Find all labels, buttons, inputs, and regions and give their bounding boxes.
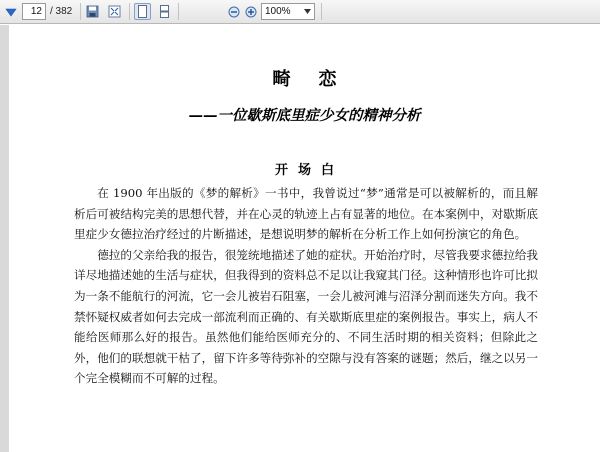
arrow-down-icon bbox=[5, 6, 17, 18]
fit-page-button[interactable] bbox=[106, 3, 123, 20]
chapter-subtitle: ——一位歇斯底里症少女的精神分析 bbox=[188, 107, 421, 124]
paragraph-2: 德拉的父亲给我的报告，很笼统地描述了她的症状。开始治疗时，尽管我要求德拉给我详尽地描述她的生活与症状，但我得到的资料总不足以让我窥其门径。这种情形也许可比拟为一条不能航行的河流，它一会儿被岩石阻塞，一会儿被河滩与沼泽分割而迷失方向。我不禁怀疑权威者如何去完成一部流利而正确的、有关歇斯底里症的案例报告。事实上，病人不能给医师那么好的报告。虽然他们能给医师充分的、不同生活时期的相关资料；但除此之外，他们的联想就干枯了，留下许多等待弥补的空隙与没有答案的谜题；然后，继之以另一个完全模糊而不可解的过程。 bbox=[74, 247, 538, 386]
fit-page-icon bbox=[108, 5, 121, 18]
section-heading: 开场白 bbox=[274, 163, 344, 178]
zoom-select[interactable] bbox=[261, 3, 315, 20]
zoom-in-icon bbox=[245, 6, 257, 18]
zoom-out-button[interactable] bbox=[226, 3, 242, 20]
pdf-toolbar bbox=[0, 0, 600, 24]
paragraph-1: 在 1900 年出版的《梦的解析》一书中，我曾说过“梦”通常是可以被解析的，而且解析后可被结构完美的思想代替，并在心灵的轨迹上占有显著的地位。在本案例中，对歇斯底里症少女德拉治疗经过的片断描述，是想说明梦的解析在分析工作上如何扮演它的角色。 bbox=[74, 186, 538, 242]
single-page-icon bbox=[137, 5, 148, 18]
continuous-view-button[interactable] bbox=[156, 3, 173, 20]
body-text bbox=[74, 183, 538, 389]
document-page bbox=[9, 25, 600, 452]
save-button[interactable] bbox=[84, 3, 101, 20]
single-page-view-button[interactable] bbox=[134, 3, 151, 20]
save-icon bbox=[86, 5, 99, 18]
chapter-title: 畸恋 bbox=[272, 69, 365, 90]
next-page-button[interactable] bbox=[3, 3, 19, 20]
zoom-in-button[interactable] bbox=[243, 3, 259, 20]
page-number-input[interactable]: 12 bbox=[22, 3, 46, 20]
zoom-out-icon bbox=[228, 6, 240, 18]
dropdown-icon bbox=[304, 9, 311, 14]
page-gutter bbox=[0, 25, 9, 452]
two-page-icon bbox=[159, 5, 170, 18]
zoom-value: 100% bbox=[265, 6, 291, 17]
page-total-label: / 382 bbox=[50, 6, 73, 17]
